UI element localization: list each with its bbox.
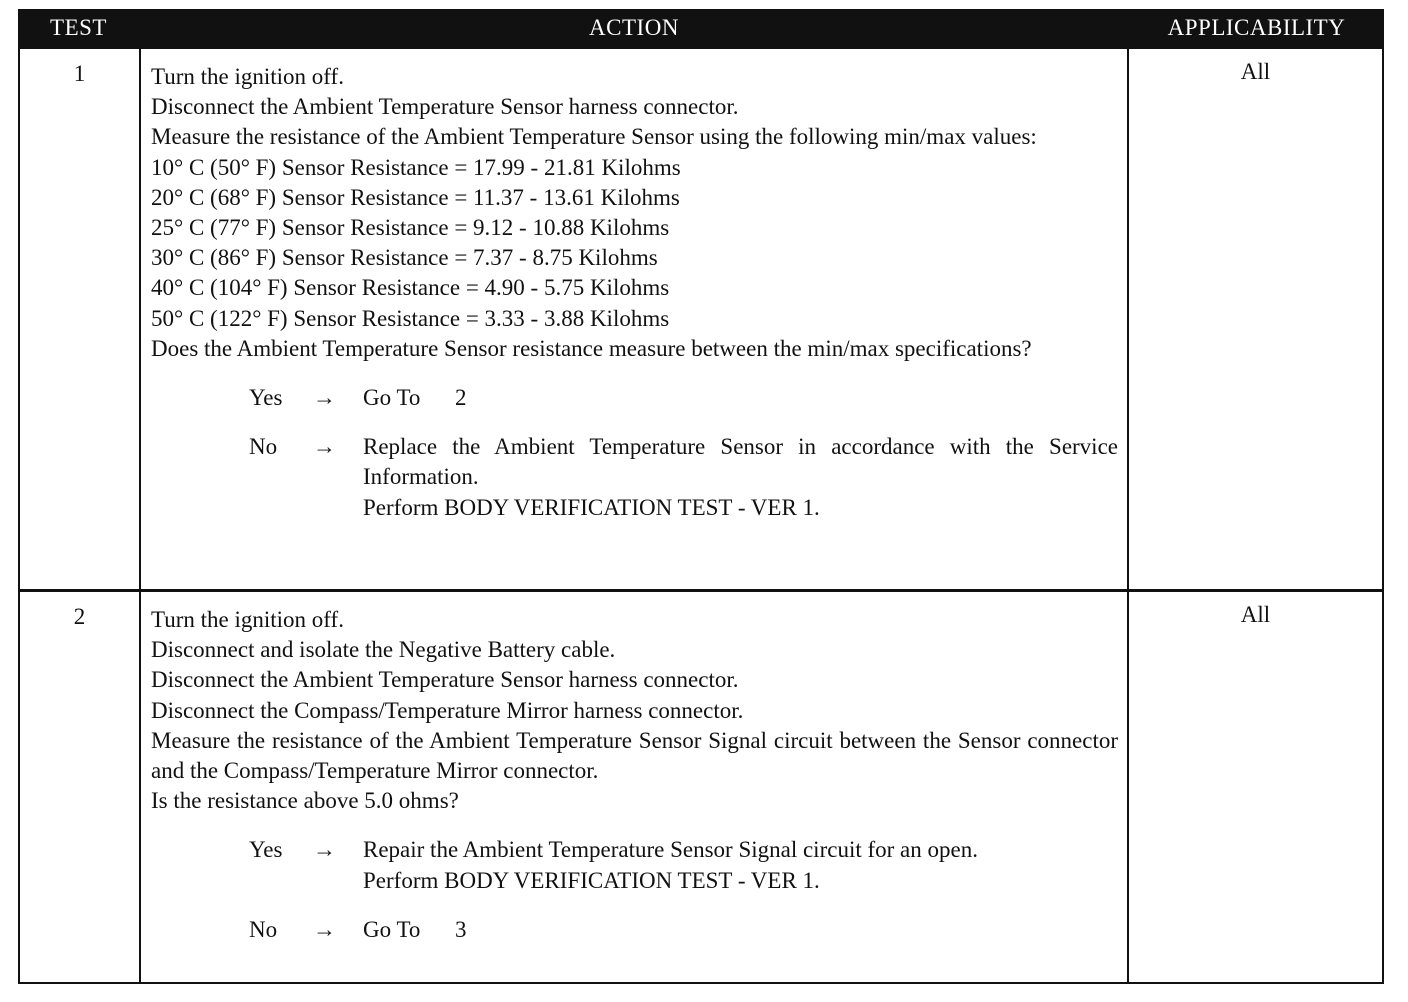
action-cell — [141, 49, 1127, 589]
applicability-value: All — [1240, 59, 1271, 84]
yes-label: Yes — [249, 837, 283, 863]
goto-target: 2 — [455, 385, 467, 411]
no-response — [151, 915, 1118, 945]
applicability-cell — [1129, 49, 1382, 589]
applicability-value: All — [1240, 602, 1271, 627]
spec-line: 40° C (104° F) Sensor Resistance = 4.90 - 5.75 Kilohms — [151, 275, 670, 301]
action-step: Measure the resistance of the Ambient Temperature Sensor Signal circuit between the Sensor connector and the Compass/Temperature Mirror connector. — [151, 727, 1118, 784]
spec-line: 25° C (77° F) Sensor Resistance = 9.12 - 10.88 Kilohms — [151, 215, 670, 241]
diagnostic-table — [18, 9, 1384, 984]
no-label: No — [249, 916, 278, 942]
goto-label: Go To — [363, 916, 421, 942]
spec-line: 50° C (122° F) Sensor Resistance = 3.33 - 3.88 Kilohms — [151, 305, 670, 331]
right-arrow-icon: → — [313, 916, 336, 942]
yes-label: Yes — [249, 385, 283, 411]
test-number: 1 — [73, 61, 86, 86]
yes-result — [363, 835, 1118, 895]
action-step: Turn the ignition off. — [151, 64, 344, 89]
action-step: Measure the resistance of the Ambient Temperature Sensor using the following min/max values: — [151, 124, 1037, 150]
header-action: ACTION — [589, 15, 679, 40]
no-label: No — [249, 434, 278, 460]
action-step: Disconnect the Compass/Temperature Mirror harness connector. — [151, 697, 744, 723]
action-step: Disconnect the Ambient Temperature Sensor harness connector. — [151, 667, 739, 693]
spec-line: 30° C (86° F) Sensor Resistance = 7.37 - 8.75 Kilohms — [151, 245, 658, 271]
yes-response — [151, 383, 1118, 413]
right-arrow-icon: → — [313, 434, 336, 460]
no-result — [363, 915, 1118, 945]
action-question: Does the Ambient Temperature Sensor resistance measure between the min/max specifications? — [151, 335, 1032, 361]
goto-target: 3 — [455, 916, 467, 942]
action-step: Disconnect and isolate the Negative Battery cable. — [151, 637, 616, 663]
action-question: Is the resistance above 5.0 ohms? — [151, 788, 459, 814]
test-number-cell — [20, 49, 139, 589]
test-number-cell — [20, 592, 139, 982]
action-cell — [141, 592, 1127, 982]
no-result-text: Replace the Ambient Temperature Sensor in accordance with the Service Information. — [363, 434, 1118, 490]
goto-label: Go To — [363, 385, 421, 411]
header-test: TEST — [50, 15, 107, 40]
yes-result — [363, 383, 1118, 413]
spec-line: 20° C (68° F) Sensor Resistance = 11.37 - 13.61 Kilohms — [151, 184, 680, 210]
no-response — [151, 432, 1118, 523]
yes-result-text: Repair the Ambient Temperature Sensor Signal circuit for an open. — [363, 837, 978, 863]
header-applicability: APPLICABILITY — [1167, 15, 1346, 40]
perform-text: Perform BODY VERIFICATION TEST - VER 1. — [363, 494, 820, 520]
action-step: Turn the ignition off. — [151, 607, 344, 632]
right-arrow-icon: → — [313, 385, 336, 411]
right-arrow-icon: → — [313, 837, 336, 863]
test-number: 2 — [73, 604, 86, 629]
no-result — [363, 432, 1118, 523]
applicability-cell — [1129, 592, 1382, 982]
spec-line: 10° C (50° F) Sensor Resistance = 17.99 - 21.81 Kilohms — [151, 154, 681, 180]
perform-text: Perform BODY VERIFICATION TEST - VER 1. — [363, 867, 820, 893]
action-step: Disconnect the Ambient Temperature Sensor harness connector. — [151, 94, 739, 120]
yes-response — [151, 835, 1118, 895]
